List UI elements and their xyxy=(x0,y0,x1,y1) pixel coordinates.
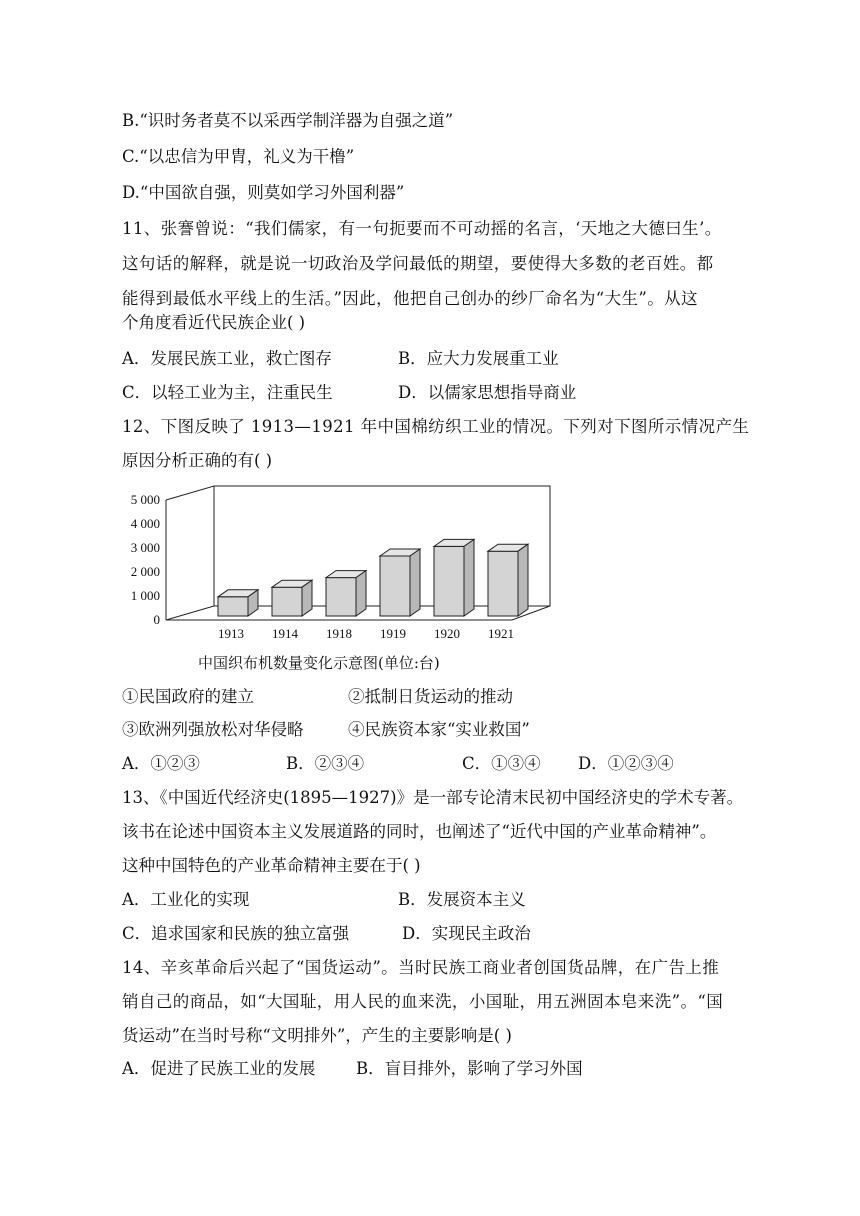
y-tick-label: 1 000 xyxy=(130,588,160,603)
bar xyxy=(218,590,258,616)
x-tick-label: 1919 xyxy=(380,626,406,641)
q12-item-1: ①民国政府的建立 xyxy=(122,687,254,706)
q14-stem-line-3: 货运动”在当时号称“文明排外”，产生的主要影响是( ) xyxy=(122,1026,512,1045)
q12-option-a: A．①②③ xyxy=(122,754,200,773)
x-tick-label: 1921 xyxy=(488,626,514,641)
bar xyxy=(272,580,312,616)
q12-option-c: C．①③④ xyxy=(462,754,541,773)
q12-stem-line-2: 原因分析正确的有( ) xyxy=(122,451,273,470)
q11-stem-line-3: 能得到最低水平线上的生活。”因此，他把自己创办的纱厂命名为“大生”。从这 xyxy=(122,289,698,308)
q11-stem-line-1: 11、张謇曾说：“我们儒家，有一句扼要而不可动摇的名言，‘天地之大德曰生’。 xyxy=(122,219,722,238)
bar-front xyxy=(218,597,248,616)
x-tick-label: 1913 xyxy=(218,626,244,641)
q12-item-2: ②抵制日货运动的推动 xyxy=(348,687,513,706)
x-tick-label: 1918 xyxy=(326,626,352,641)
bar-front xyxy=(380,556,410,616)
q10-option-b: B.“识时务者莫不以采西学制洋器为自强之道” xyxy=(122,111,454,130)
q11-stem-line-2: 这句话的解释，就是说一切政治及学问最低的期望，要使得大多数的老百姓。都 xyxy=(122,254,714,273)
bar xyxy=(488,544,528,616)
bar-front xyxy=(272,587,302,616)
q14-option-b: B．盲目排外，影响了学习外国 xyxy=(356,1059,583,1078)
chart-side-wall xyxy=(166,486,214,620)
loom-count-chart xyxy=(120,480,560,670)
q12-item-3: ③欧洲列强放松对华侵略 xyxy=(122,720,304,739)
q14-option-a: A．促进了民族工业的发展 xyxy=(122,1059,316,1078)
q12-option-b: B．②③④ xyxy=(286,754,365,773)
bar-side xyxy=(302,580,312,616)
q11-option-d: D．以儒家思想指导商业 xyxy=(398,383,577,402)
q13-option-a: A．工业化的实现 xyxy=(122,890,250,909)
chart-bars xyxy=(218,539,528,616)
q11-option-a: A．发展民族工业，救亡图存 xyxy=(122,349,332,368)
bar-side xyxy=(356,571,366,616)
q14-stem-line-1: 14、辛亥革命后兴起了“国货运动”。当时民族工商业者创国货品牌，在广告上推 xyxy=(122,958,720,977)
bar-side xyxy=(464,539,474,616)
q11-stem-line-4: 个角度看近代民族企业( ) xyxy=(122,313,306,332)
bar xyxy=(326,571,366,616)
y-tick-label: 2 000 xyxy=(130,564,160,579)
q11-option-c: C．以轻工业为主，注重民生 xyxy=(122,383,333,402)
bar xyxy=(380,549,420,616)
bar-side xyxy=(410,549,420,616)
q13-option-b: B．发展资本主义 xyxy=(398,890,526,909)
bar-front xyxy=(488,551,518,616)
q13-stem-line-1: 13、《中国近代经济史(1895—1927)》是一部专论清末民初中国经济史的学术专著。 xyxy=(122,788,744,807)
q12-stem-line-1: 12、下图反映了 1913—1921 年中国棉纺织工业的情况。下列对下图所示情况产生 xyxy=(122,417,750,436)
q10-option-d: D.“中国欲自强，则莫如学习外国利器” xyxy=(122,183,405,202)
q13-stem-line-2: 该书在论述中国资本主义发展道路的同时，也阐述了“近代中国的产业革命精神”。 xyxy=(122,822,717,841)
y-tick-label: 3 000 xyxy=(130,540,160,555)
x-tick-label: 1914 xyxy=(272,626,298,641)
q13-option-d: D．实现民主政治 xyxy=(402,924,531,943)
chart-x-axis xyxy=(218,626,514,641)
q13-stem-line-3: 这种中国特色的产业革命精神主要在于( ) xyxy=(122,856,421,875)
y-tick-label: 0 xyxy=(153,612,160,627)
bar-front xyxy=(434,546,464,616)
q12-option-d: D．①②③④ xyxy=(578,754,674,773)
chart-y-axis xyxy=(131,492,160,627)
q13-option-c: C．追求国家和民族的独立富强 xyxy=(122,924,350,943)
bar-side xyxy=(518,544,528,616)
q14-stem-line-2: 销自己的商品，如“大国耻，用人民的血来洗，小国耻，用五洲固本皂来洗”。“国 xyxy=(122,992,724,1011)
x-tick-label: 1920 xyxy=(434,626,460,641)
bar xyxy=(434,539,474,616)
chart-title: 中国织布机数量变化示意图(单位:台) xyxy=(198,654,440,672)
q11-option-b: B．应大力发展重工业 xyxy=(398,349,559,368)
bar-front xyxy=(326,578,356,616)
q10-option-c: C.“以忠信为甲胄，礼义为干橹” xyxy=(122,147,355,166)
y-tick-label: 5 000 xyxy=(130,492,160,507)
q12-item-4: ④民族资本家“实业救国” xyxy=(348,720,530,739)
y-tick-label: 4 000 xyxy=(130,516,160,531)
